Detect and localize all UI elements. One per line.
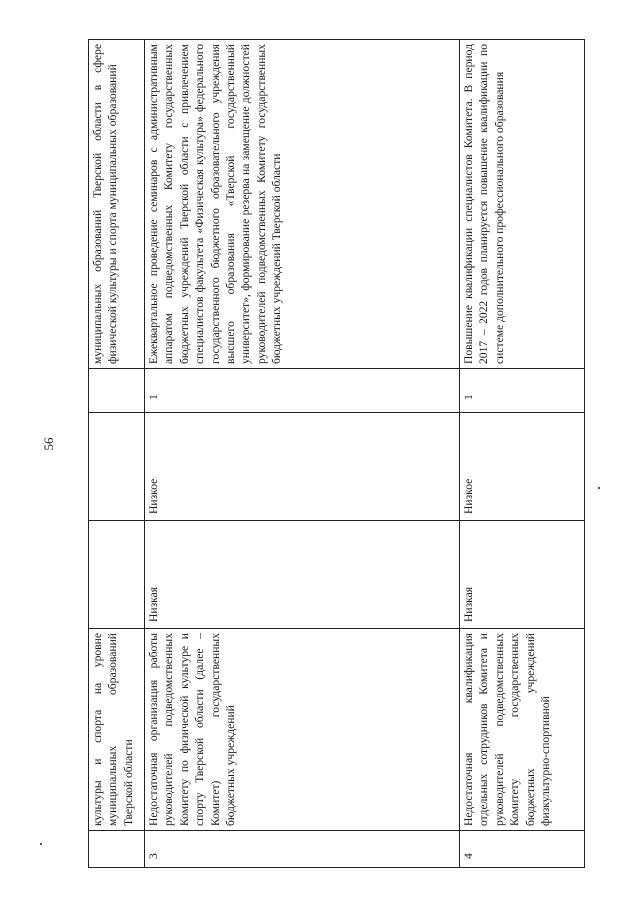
measure-cell: Повышение квалификации специалистов Комитета. В период 2017 – 2022 годов планируется повышение квалификации по системе дополнительного профессионального образования <box>460 40 585 369</box>
row-number-cell: 3 <box>145 831 460 868</box>
rotated-table-sheet <box>88 40 584 868</box>
impact-cell: Низкое <box>460 413 585 521</box>
probability-cell: Низкая <box>460 521 585 629</box>
table-row <box>145 40 460 868</box>
measure-cell: Ежеквартальное проведение семинаров с административным аппаратом подведомственных Комитету государственных бюджетных учреждений Тверской области с привлечением специалистов факультета «Физическая культура» федерального государственного бюджетного образовательного учреждения высшего образования «Тверской государственный университет», формирование резерва на замещение должностей руководителей подведомственных Комитету государственных бюджетных учреждений Тверской области <box>145 40 460 369</box>
scan-speck <box>598 487 600 489</box>
risk-cell: Недостаточная организация работы руководителей подведомственных Комитету по физической культуре и спорту Тверской области (далее – Комитет) государственных бюджетных учреждений <box>145 629 460 831</box>
probability-cell <box>89 521 145 629</box>
measure-cell: муниципальных образований Тверской области в сфере физической культуры и спорта муниципальных образований <box>89 40 145 369</box>
page-number: 56 <box>41 437 56 451</box>
table-row <box>89 40 145 868</box>
row-number-cell <box>89 831 145 868</box>
priority-cell: 1 <box>460 369 585 413</box>
scan-speck <box>40 843 42 845</box>
impact-cell <box>89 413 145 521</box>
risk-cell: культуры и спорта на уровне муниципальных образований Тверской области <box>89 629 145 831</box>
impact-cell: Низкое <box>145 413 460 521</box>
row-number-cell: 4 <box>460 831 585 868</box>
priority-cell <box>89 369 145 413</box>
risk-cell: Недостаточная квалификация отдельных сотрудников Комитета и руководителей подведомственных Комитету государственных бюджетных учреждений физкультурно-спортивной <box>460 629 585 831</box>
table-row <box>460 40 585 868</box>
risk-table <box>88 39 585 868</box>
priority-cell: 1 <box>145 369 460 413</box>
probability-cell: Низкая <box>145 521 460 629</box>
